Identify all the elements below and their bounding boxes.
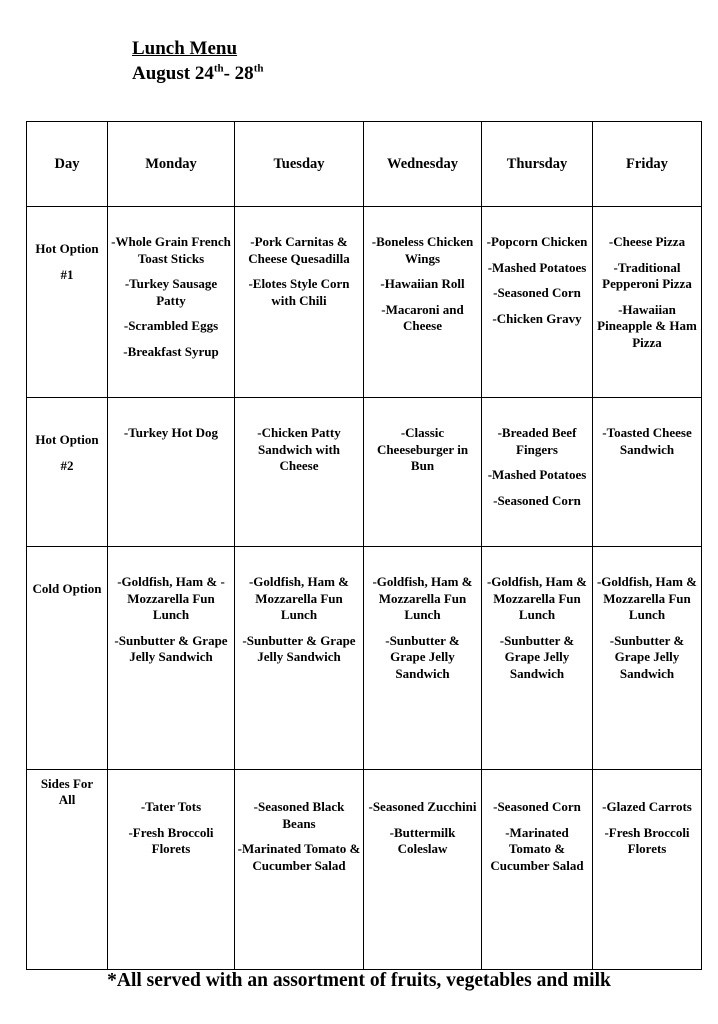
menu-heading <box>132 36 263 86</box>
menu-cell <box>482 770 593 970</box>
day-header-friday: Friday <box>593 122 702 207</box>
menu-item: -Goldfish, Ham & Mozzarella Fun Lunch <box>372 574 473 622</box>
menu-item: -Fresh Broccoli Florets <box>604 824 690 856</box>
menu-item: -Goldfish, Ham & -Mozzarella Fun Lunch <box>117 574 225 622</box>
menu-item: -Fresh Broccoli Florets <box>128 824 214 856</box>
row-label-line: Hot Option <box>35 432 99 447</box>
menu-item: -Hawaiian Roll <box>380 276 465 291</box>
menu-row-sides <box>27 770 702 970</box>
menu-cell <box>235 770 364 970</box>
header-row <box>27 122 702 207</box>
row-label-line: #1 <box>60 267 74 282</box>
menu-cell <box>593 398 702 547</box>
lunch-menu-table <box>26 121 702 970</box>
row-label-line: #2 <box>60 458 74 473</box>
menu-row-hot-option-1 <box>27 207 702 398</box>
menu-item: -Boneless Chicken Wings <box>371 234 474 266</box>
menu-item: -Sunbutter & Grape Jelly Sandwich <box>242 632 356 664</box>
menu-item: -Scrambled Eggs <box>123 318 219 333</box>
menu-item: -Sunbutter & Grape Jelly Sandwich <box>385 632 460 681</box>
menu-cell <box>235 547 364 770</box>
menu-item: -Chicken Patty Sandwich with Cheese <box>257 425 341 473</box>
row-label-line: Cold Option <box>32 581 102 596</box>
menu-item: -Whole Grain French Toast Sticks <box>111 234 231 266</box>
menu-item: -Breakfast Syrup <box>123 343 219 359</box>
menu-cell <box>593 547 702 770</box>
menu-cell <box>364 207 482 398</box>
menu-item: -Tater Tots <box>140 799 202 814</box>
menu-cell <box>108 547 235 770</box>
menu-cell <box>364 547 482 770</box>
menu-item: -Sunbutter & Grape Jelly Sandwich <box>499 632 575 681</box>
menu-item: -Mashed Potatoes <box>487 467 587 482</box>
menu-row-cold-option <box>27 547 702 770</box>
menu-item: -Sunbutter & Grape Jelly Sandwich <box>114 632 228 664</box>
menu-cell <box>108 207 235 398</box>
day-header: Day <box>27 122 108 207</box>
menu-item: -Seasoned Black Beans <box>253 799 345 831</box>
menu-cell <box>108 770 235 970</box>
row-label <box>27 398 108 547</box>
menu-item: -Turkey Hot Dog <box>123 425 219 440</box>
menu-item: -Toasted Cheese Sandwich <box>602 425 692 457</box>
menu-item: -Breaded Beef Fingers <box>497 425 577 457</box>
menu-item: -Mashed Potatoes <box>487 259 587 275</box>
menu-item: -Goldfish, Ham & Mozzarella Fun Lunch <box>248 574 350 622</box>
menu-item: -Classic Cheeseburger in Bun <box>376 425 469 473</box>
menu-item: -Goldfish, Ham & Mozzarella Fun Lunch <box>486 574 588 622</box>
menu-item: -Turkey Sausage Patty <box>124 276 218 308</box>
day-header-tuesday: Tuesday <box>235 122 364 207</box>
page-title: Lunch Menu <box>132 38 238 59</box>
menu-item: -Seasoned Corn <box>493 492 581 508</box>
menu-item: -Seasoned Zucchini <box>368 799 477 814</box>
row-label-line: All <box>58 792 76 807</box>
row-label-line: Hot Option <box>35 241 99 256</box>
date-range: August 24th- 28th <box>132 62 264 84</box>
day-header-monday: Monday <box>108 122 235 207</box>
footer-note: *All served with an assortment of fruits, vegetables and milk <box>107 970 611 991</box>
menu-item: -Hawaiian Pineapple & Ham Pizza <box>597 301 697 350</box>
row-label <box>27 547 108 770</box>
menu-item: -Cheese Pizza <box>608 234 686 249</box>
row-label <box>27 770 108 970</box>
menu-item: -Pork Carnitas & Cheese Quesadilla <box>248 234 350 266</box>
menu-row-hot-option-2 <box>27 398 702 547</box>
row-label <box>27 207 108 398</box>
day-header-wednesday: Wednesday <box>364 122 482 207</box>
menu-cell <box>482 398 593 547</box>
menu-item: -Marinated Tomato & Cucumber Salad <box>237 841 361 873</box>
menu-item: -Elotes Style Corn with Chili <box>248 276 350 308</box>
day-header-thursday: Thursday <box>482 122 593 207</box>
menu-cell <box>235 398 364 547</box>
row-label-line: Sides For <box>40 776 94 791</box>
menu-cell <box>235 207 364 398</box>
menu-item: -Sunbutter & Grape Jelly Sandwich <box>609 632 685 681</box>
menu-item: -Macaroni and Cheese <box>381 301 464 333</box>
menu-cell <box>364 398 482 547</box>
menu-item: -Popcorn Chicken <box>486 234 588 249</box>
menu-item: -Seasoned Corn <box>493 285 581 300</box>
menu-cell <box>482 207 593 398</box>
menu-cell <box>364 770 482 970</box>
menu-item: -Traditional Pepperoni Pizza <box>602 259 692 291</box>
menu-cell <box>593 770 702 970</box>
menu-item: -Seasoned Corn <box>493 799 581 814</box>
menu-item: -Buttermilk Coleslaw <box>389 824 456 856</box>
menu-item: -Marinated Tomato & Cucumber Salad <box>490 824 584 873</box>
menu-item: -Chicken Gravy <box>492 310 582 326</box>
menu-cell <box>482 547 593 770</box>
menu-cell <box>108 398 235 547</box>
menu-item: -Glazed Carrots <box>602 799 692 814</box>
menu-item: -Goldfish, Ham & Mozzarella Fun Lunch <box>596 574 698 622</box>
menu-cell <box>593 207 702 398</box>
